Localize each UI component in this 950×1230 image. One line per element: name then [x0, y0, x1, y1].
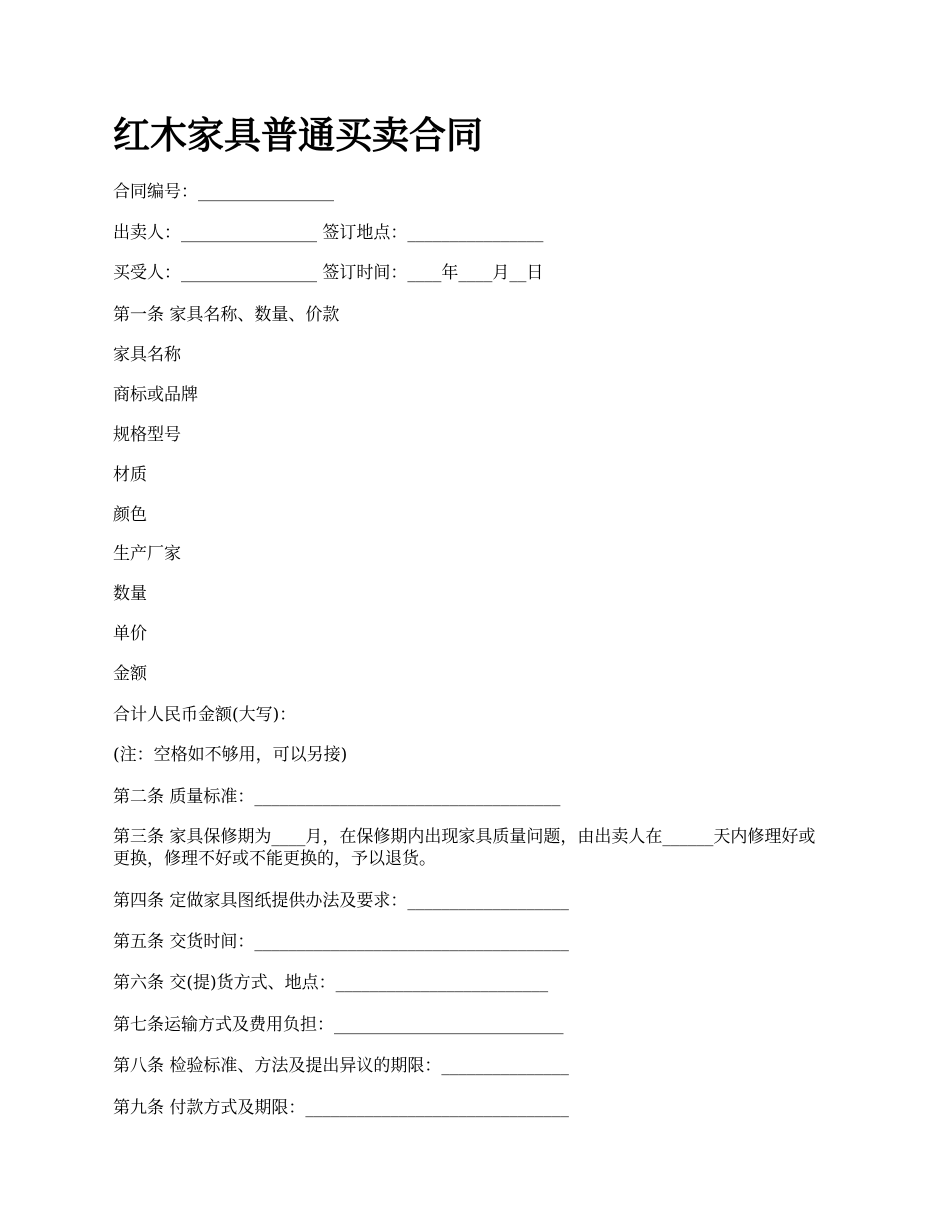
document-title: 红木家具普通买卖合同 [113, 114, 483, 157]
article-9: 第九条 付款方式及期限：_______________________________ [113, 1098, 569, 1118]
field-manufacturer: 生产厂家 [113, 544, 181, 564]
article-4: 第四条 定做家具图纸提供办法及要求：___________________ [113, 891, 569, 911]
field-color: 颜色 [113, 505, 147, 525]
field-material: 材质 [113, 465, 147, 485]
field-quantity: 数量 [113, 584, 147, 604]
field-total-rmb: 合计人民币金额(大写)： [113, 705, 297, 725]
field-model: 规格型号 [113, 425, 181, 445]
seller-line: 出卖人：________________ 签订地点：________________ [113, 223, 544, 243]
buyer-line: 买受人：________________ 签订时间：____年____月__日 [113, 263, 544, 283]
article-3: 第三条 家具保修期为____月，在保修期内出现家具质量问题，由出卖人在______天内修理好或更换，修理不好或不能更换的，予以退货。 [113, 827, 816, 869]
article-2: 第二条 质量标准：____________________________________ [113, 787, 561, 807]
article-5: 第五条 交货时间：_____________________________________ [113, 932, 569, 952]
contract-number-line: 合同编号：________________ [113, 182, 334, 202]
article-6: 第六条 交(提)货方式、地点：_________________________ [113, 973, 549, 993]
field-furniture-name: 家具名称 [113, 345, 181, 365]
field-amount: 金额 [113, 664, 147, 684]
field-unit-price: 单价 [113, 624, 147, 644]
article-8: 第八条 检验标准、方法及提出异议的期限：_______________ [113, 1056, 569, 1076]
note-line: (注：空格如不够用，可以另接) [113, 745, 348, 765]
article-1-heading: 第一条 家具名称、数量、价款 [113, 305, 340, 325]
field-brand: 商标或品牌 [113, 385, 198, 405]
article-7: 第七条运输方式及费用负担：___________________________ [113, 1015, 564, 1035]
